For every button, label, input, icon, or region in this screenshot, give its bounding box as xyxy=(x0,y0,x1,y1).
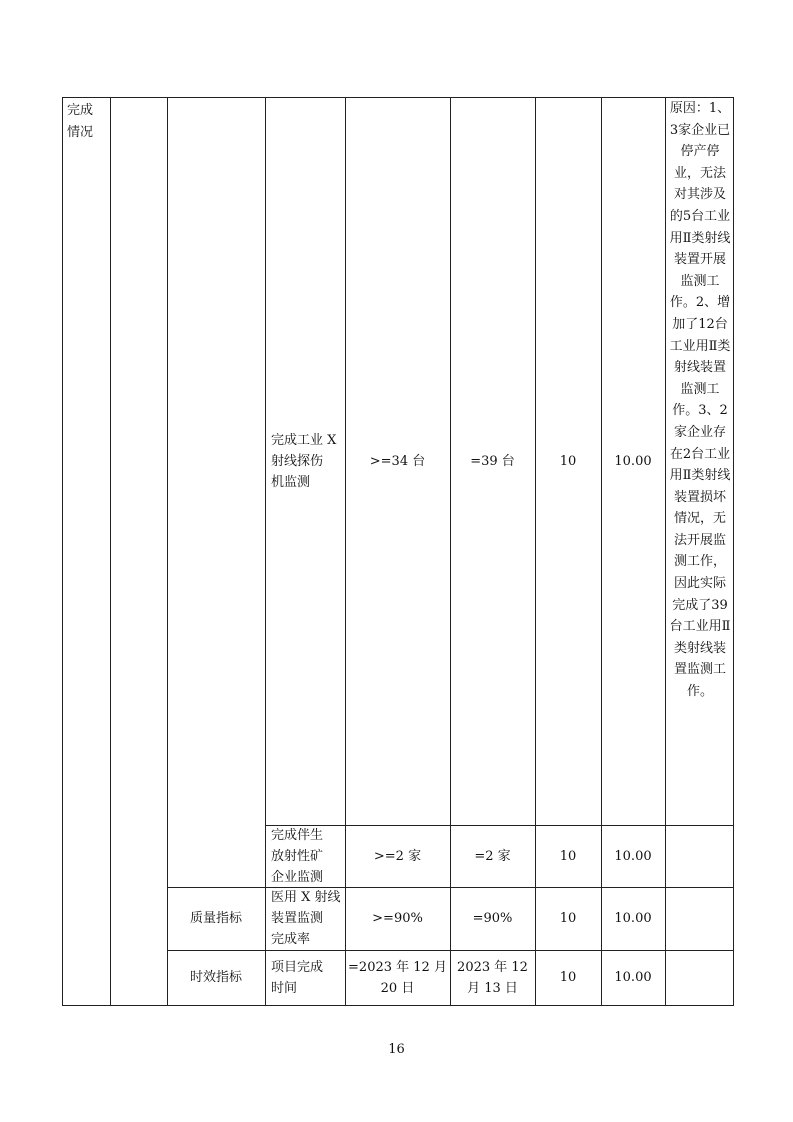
actual-cell: =39 台 xyxy=(470,454,515,469)
note-cell xyxy=(665,887,735,950)
target-cell: =2023 年 12 月 20 日 xyxy=(348,959,447,996)
indicator-cell: 完成伴生 放射性矿 企业监测 xyxy=(271,827,324,885)
weight-cell: 10 xyxy=(559,848,577,864)
weight-cell: 10 xyxy=(559,911,577,926)
score-cell: 10.00 xyxy=(614,911,652,926)
indicator-cell: 完成工业 X 射线探伤 机监测 xyxy=(271,433,337,490)
score-cell: 10.00 xyxy=(614,970,652,985)
category-cell: 时效指标 xyxy=(189,970,242,985)
score-cell: 10.00 xyxy=(614,454,652,469)
score-cell: 10.00 xyxy=(614,848,652,864)
deviation-note: 原因：1、3家企业已停产停业，无法对其涉及的5台工业用Ⅱ类射线装置开展监测工作。2、增加了12台工业用Ⅱ类射线装置监测工作。3、2家企业存在2台工业用Ⅱ类射线装置损坏情况，无法开展监测工作，因此实际完成了39台工业用Ⅱ类射线装置监测工作。 xyxy=(669,101,731,700)
weight-cell: 10 xyxy=(559,454,577,469)
category-cell: 质量指标 xyxy=(189,911,242,926)
indicator-cell: 项目完成 时间 xyxy=(271,959,324,996)
actual-cell: 2023 年 12 月 13 日 xyxy=(457,959,528,996)
actual-cell: =90% xyxy=(472,911,513,926)
table-divider xyxy=(167,98,168,1005)
target-cell: >=90% xyxy=(372,911,423,926)
target-cell: >=34 台 xyxy=(369,454,426,469)
weight-cell: 10 xyxy=(559,970,577,985)
note-cell xyxy=(665,825,735,887)
page-number: 16 xyxy=(388,1042,405,1057)
section-label: 完成 情况 xyxy=(67,103,94,140)
indicator-cell: 医用 X 射线 装置监测 完成率 xyxy=(271,890,341,947)
table-divider xyxy=(265,98,266,1005)
target-cell: >=2 家 xyxy=(373,848,422,864)
actual-cell: =2 家 xyxy=(474,848,511,864)
note-cell xyxy=(665,950,735,1005)
table-divider xyxy=(110,98,111,1005)
performance-table xyxy=(62,97,734,1006)
